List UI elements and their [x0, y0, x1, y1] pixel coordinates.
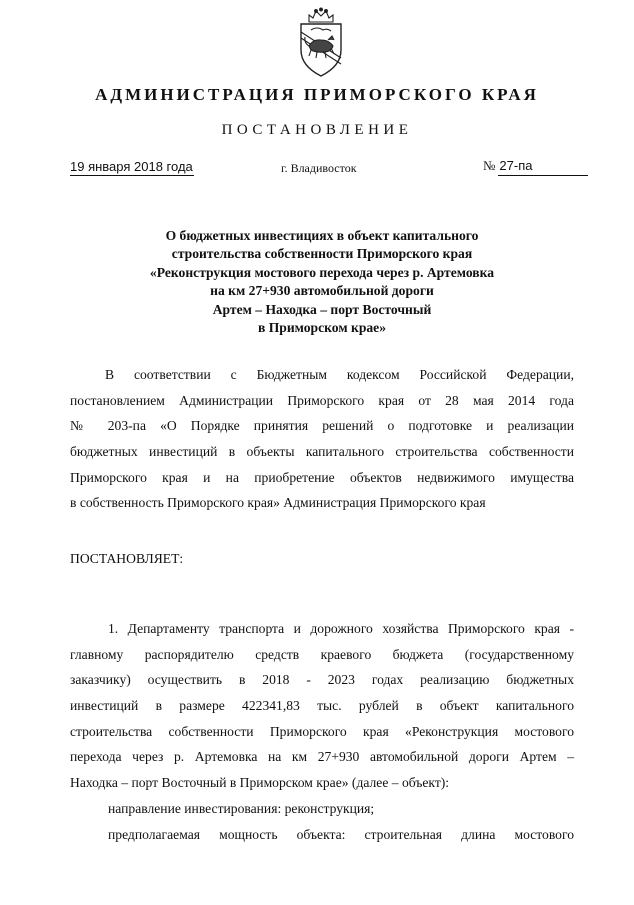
subject-line: строительства собственности Приморского края [171, 246, 473, 262]
organization-title: АДМИНИСТРАЦИЯ ПРИМОРСКОГО КРАЯ [95, 85, 539, 104]
document-date [70, 159, 193, 174]
document-number [483, 158, 532, 174]
document-city: г. Владивосток [281, 161, 357, 175]
subject-line: «Реконструкция мостового перехода через р. Артемовка [149, 264, 495, 280]
clause-1-paragraph [70, 616, 574, 847]
number-value: 27-па [499, 158, 533, 173]
number-label: № [483, 158, 496, 173]
clause-line: 1. Департаменту транспорта и дорожного хозяйства Приморского края - [108, 621, 574, 636]
preamble-paragraph [70, 362, 574, 516]
clause-line: строительства собственности Приморского края «Реконструкция мостового [70, 723, 574, 739]
decree-word: ПОСТАНОВЛЯЕТ: [70, 551, 184, 566]
preamble-line: в собственность Приморского края» Администрация Приморского края [70, 495, 486, 511]
subject-line: О бюджетных инвестициях в объект капитального [165, 228, 479, 243]
document-type: ПОСТАНОВЛЕНИЕ [221, 122, 413, 138]
clause-line: перехода через р. Артемовка на км 27+930 автомобильной дороги Артем – [70, 749, 574, 765]
clause-line: инвестиций в размере 422341,83 тыс. рублей в объект капитального [70, 698, 574, 714]
preamble-line: № 203-па «О Порядке принятия решений о подготовке и реализации [70, 418, 574, 434]
document-subject [70, 227, 574, 337]
clause-line: Находка – порт Восточный в Приморском крае» (далее – объект): [70, 775, 450, 791]
subject-line: Артем – Находка – порт Восточный [212, 301, 432, 317]
clause-item: предполагаемая мощность объекта: строительная длина мостового [108, 826, 574, 842]
preamble-line: В соответствии с Бюджетным кодексом Российской Федерации, [105, 367, 574, 382]
number-underline [498, 175, 588, 176]
subject-line: на км 27+930 автомобильной дороги [210, 283, 434, 299]
document-date-value: 19 января 2018 года [70, 159, 193, 174]
subject-line: в Приморском крае» [257, 320, 387, 336]
preamble-line: постановлением Администрации Приморского края от 28 мая 2014 года [70, 392, 574, 408]
clause-item: направление инвестирования: реконструкция; [108, 800, 375, 816]
preamble-line: бюджетных инвестиций в объекты капитального строительства собственности [70, 444, 574, 460]
date-underline [70, 175, 194, 176]
clause-line: заказчику) осуществить в 2018 - 2023 годах реализацию бюджетных [70, 672, 574, 688]
clause-line: главному распорядителю средств краевого бюджета (государственному [70, 646, 574, 662]
preamble-line: Приморского края и на приобретение объектов недвижимого имущества [70, 469, 574, 485]
coat-of-arms-icon [297, 6, 345, 80]
